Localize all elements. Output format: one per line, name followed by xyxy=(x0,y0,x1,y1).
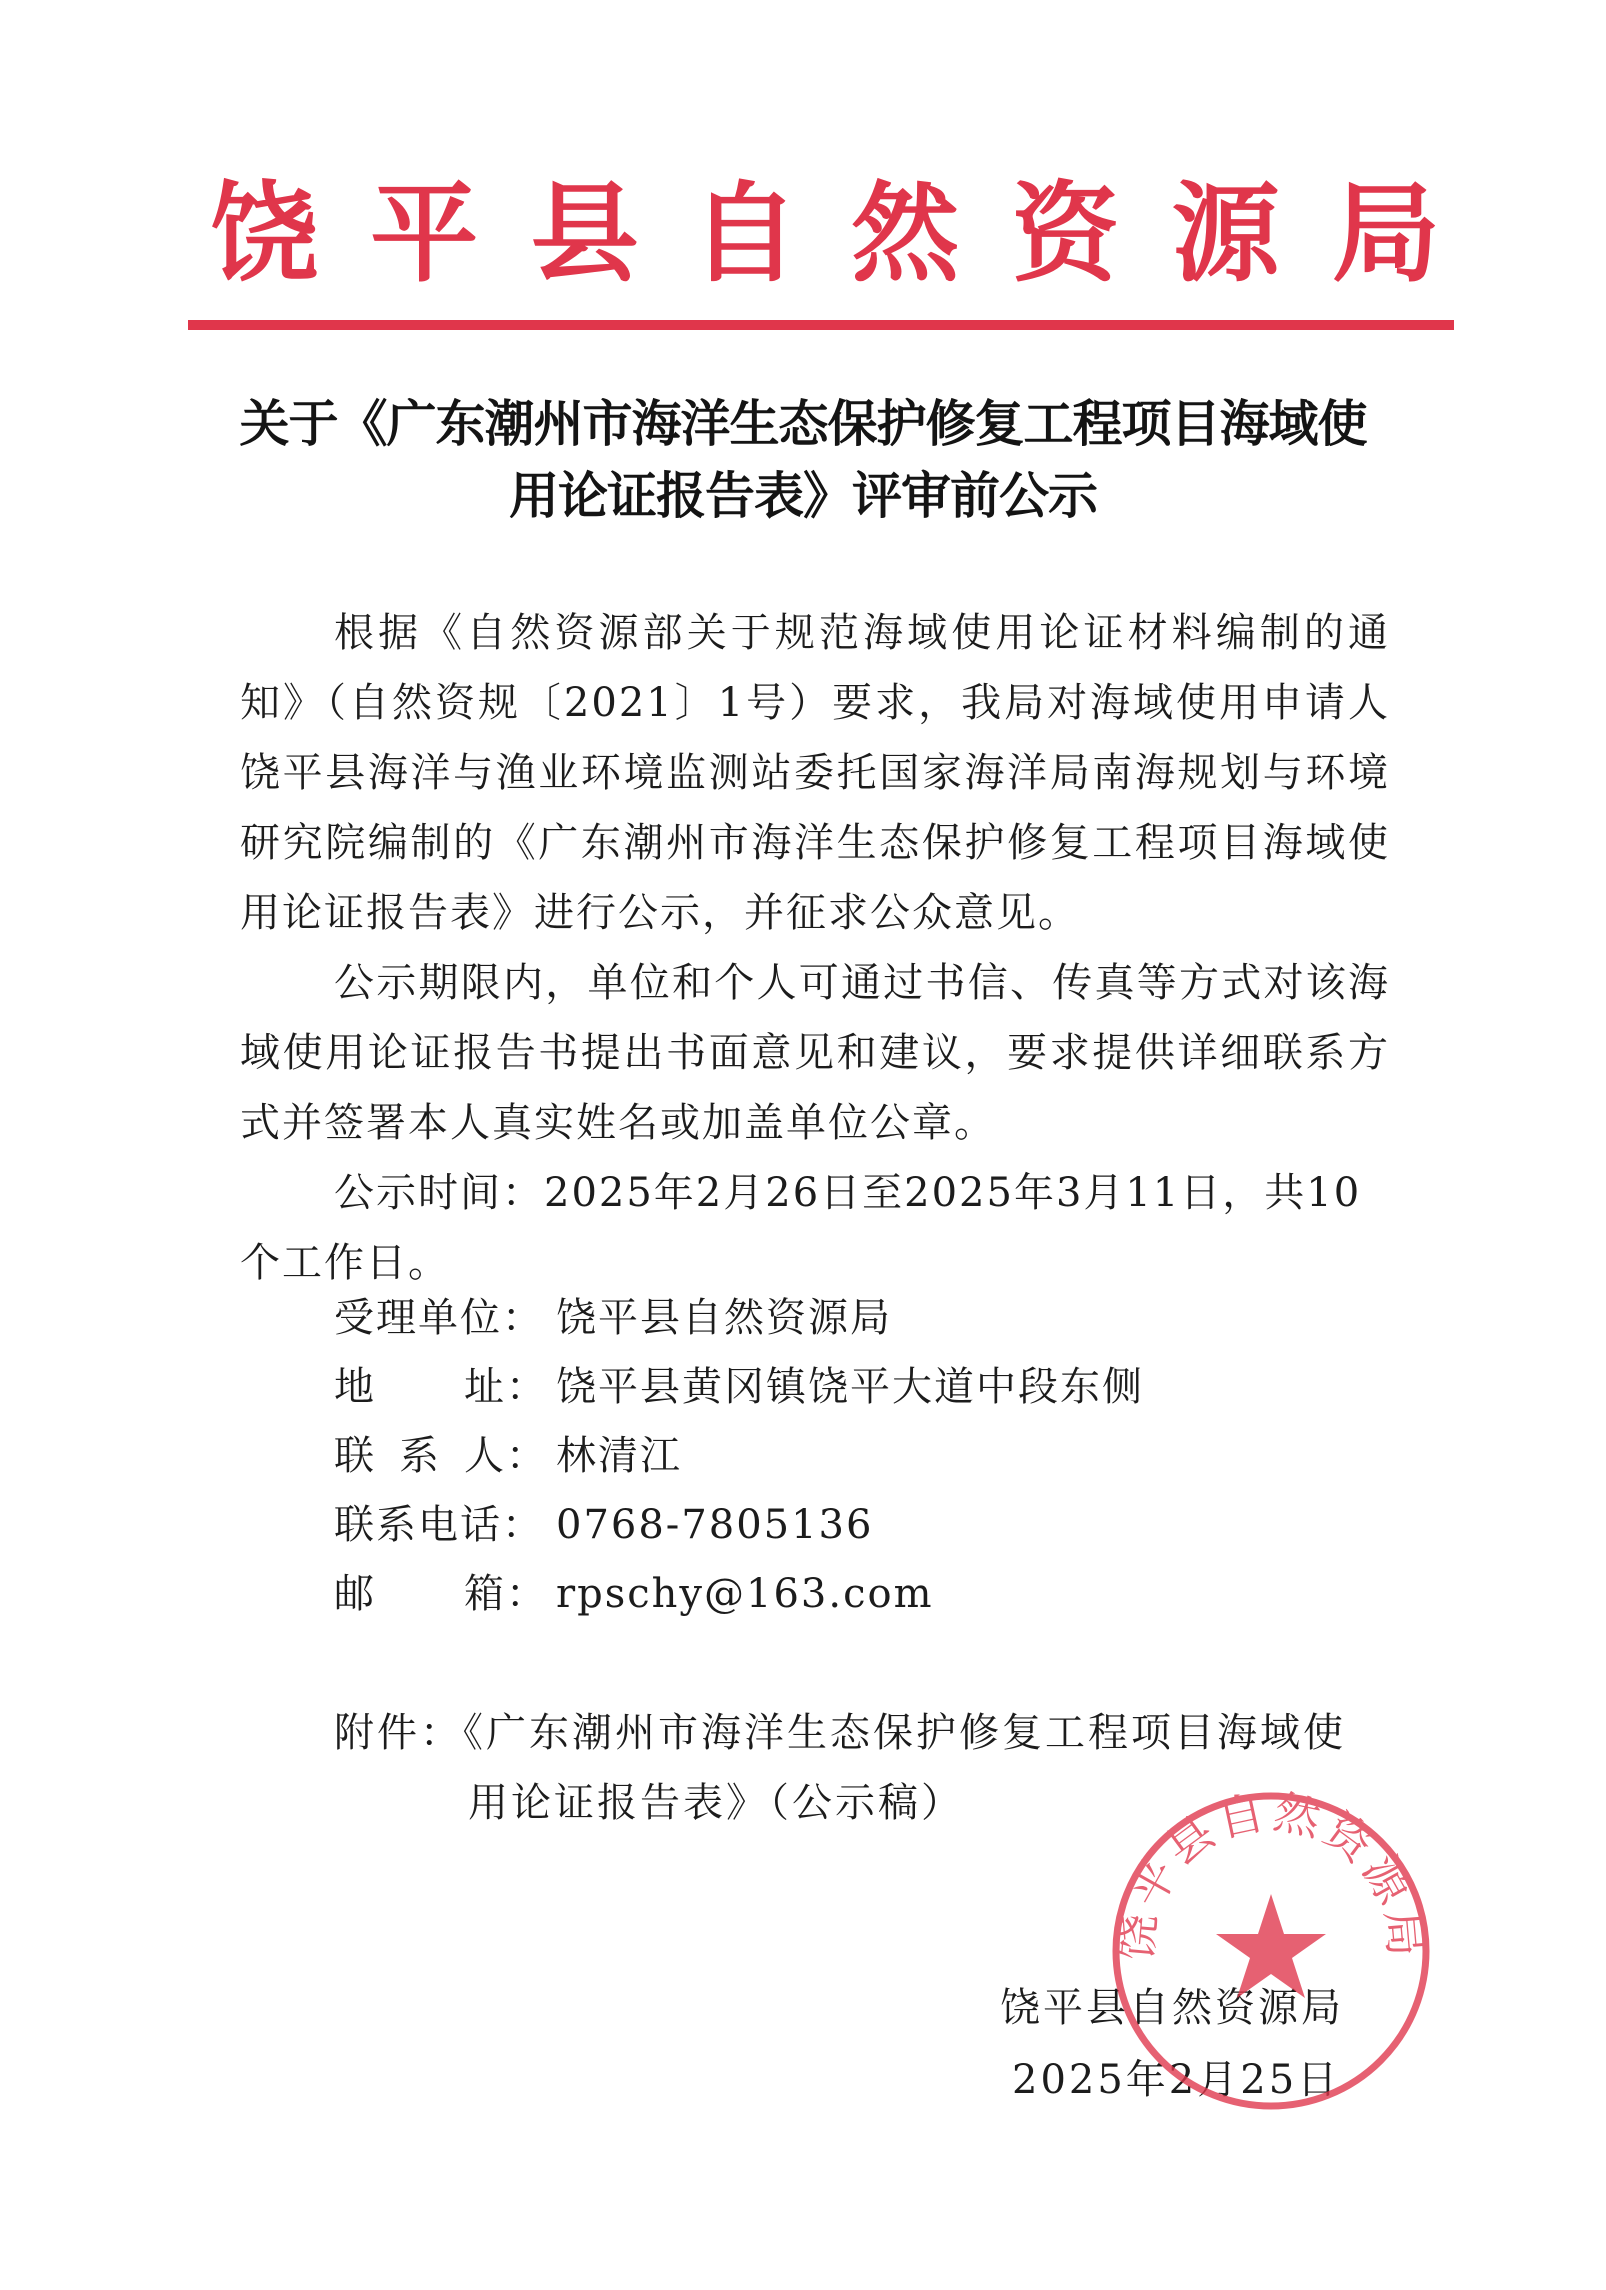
body-paragraph-2: 公示期限内，单位和个人可通过书信、传真等方式对该海域使用论证报告书提出书面意见和建议，要求提供详细联系方式并签署本人真实姓名或加盖单位公章。 xyxy=(240,960,1390,1146)
attachment-title-part-2: 用论证报告表》（公示稿） xyxy=(468,1780,964,1826)
header-red-rule xyxy=(188,320,1454,330)
title-line-1: 关于《广东潮州市海洋生态保护修复工程项目海域使 xyxy=(239,394,1367,453)
unit-value: 饶平县自然资源局 xyxy=(556,1295,892,1341)
attachment-line-1 xyxy=(334,1698,1346,1768)
signature-org: 饶平县自然资源局 xyxy=(1000,1985,1344,2031)
org-header-char: 平 xyxy=(370,172,479,297)
document-title xyxy=(200,388,1406,532)
unit-label: 受理单位： xyxy=(334,1295,544,1341)
address-label-part: 址： xyxy=(464,1364,548,1410)
org-header-char: 资 xyxy=(1011,172,1120,297)
phone-label: 联系电话： xyxy=(334,1502,544,1548)
phone-value: 0768-7805136 xyxy=(556,1502,874,1548)
seal-star-icon xyxy=(1216,1894,1326,1998)
email-label xyxy=(334,1560,556,1629)
contact-row-address xyxy=(334,1353,1144,1422)
org-header-char: 县 xyxy=(530,172,639,297)
contact-block xyxy=(334,1284,1144,1629)
contact-row-person xyxy=(334,1422,1144,1491)
person-value: 林清江 xyxy=(556,1433,682,1479)
address-value: 饶平县黄冈镇饶平大道中段东侧 xyxy=(556,1364,1144,1410)
email-label-part: 邮 xyxy=(334,1571,376,1617)
body-paragraph-3: 公示时间：2025年2月26日至2025年3月11日，共10个工作日。 xyxy=(240,1170,1362,1286)
person-label-part: 人： xyxy=(464,1433,548,1479)
seal-text-path: 饶平县自然资源局 xyxy=(1108,1784,1434,1963)
signature-date: 2025年2月25日 xyxy=(1012,2057,1341,2103)
body-text xyxy=(240,598,1390,1298)
org-header-char: 源 xyxy=(1171,172,1280,297)
email-value: rpschy@163.com xyxy=(556,1571,934,1617)
attachment-title-part-1: 《广东潮州市海洋生态保护修复工程项目海域使 xyxy=(463,1710,1346,1756)
org-header-char: 局 xyxy=(1331,172,1440,297)
email-label-part: 箱： xyxy=(464,1571,548,1617)
org-header-char: 自 xyxy=(690,172,799,297)
contact-row-phone xyxy=(334,1491,1144,1560)
attachment-label: 附件： xyxy=(334,1710,463,1756)
person-label-part: 联 xyxy=(334,1433,376,1479)
contact-row-unit xyxy=(334,1284,1144,1353)
org-header-char: 饶 xyxy=(210,172,319,297)
address-label xyxy=(334,1353,556,1422)
contact-row-email xyxy=(334,1560,1144,1629)
person-label xyxy=(334,1422,556,1491)
org-header-char: 然 xyxy=(851,172,960,297)
address-label-part: 地 xyxy=(334,1364,376,1410)
person-label-part: 系 xyxy=(399,1433,441,1479)
title-line-2: 用论证报告表》评审前公示 xyxy=(509,466,1097,525)
org-header xyxy=(210,170,1440,300)
official-seal xyxy=(1104,1784,1438,2118)
body-paragraph-1: 根据《自然资源部关于规范海域使用论证材料编制的通知》（自然资规〔2021〕1号）要求，我局对海域使用申请人饶平县海洋与渔业环境监测站委托国家海洋局南海规划与环境研究院编制的《广东潮州市海洋生态保护修复工程项目海域使用论证报告表》进行公示，并征求公众意见。 xyxy=(240,610,1390,936)
